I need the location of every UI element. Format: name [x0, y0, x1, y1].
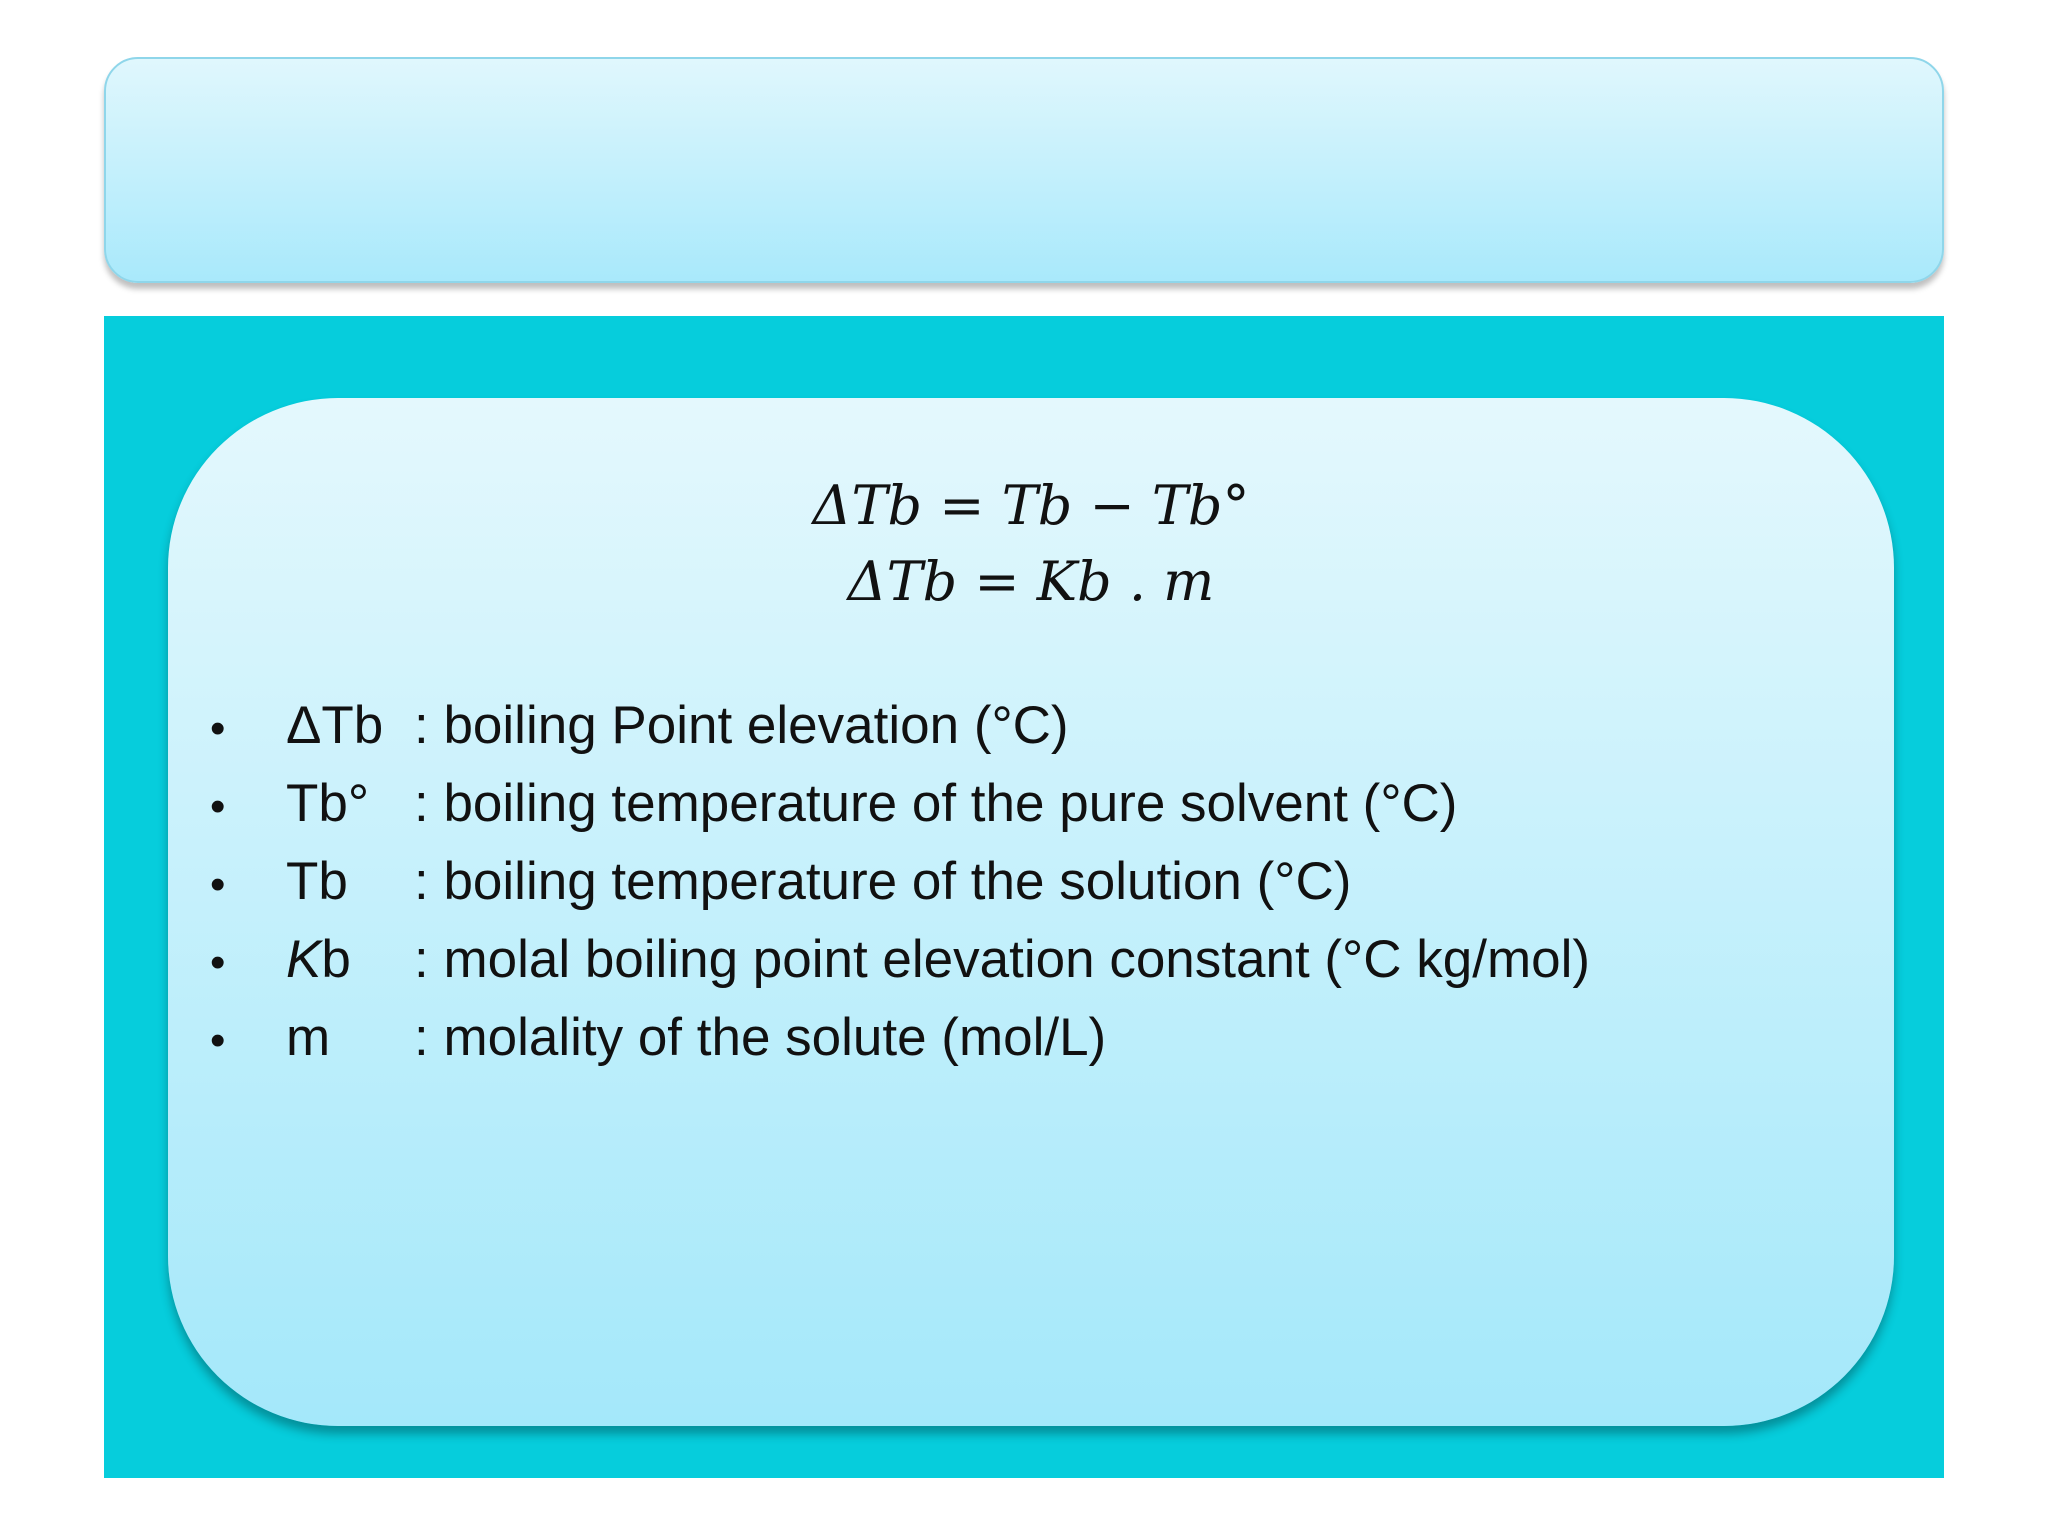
content-box — [168, 398, 1894, 1426]
term-description: : boiling temperature of the solution (°C) — [414, 852, 1352, 911]
term-label-rest: b — [321, 930, 351, 989]
term-label-italic: K — [286, 930, 322, 989]
term-label: ΔTb — [286, 696, 384, 755]
term-description: : boiling temperature of the pure solvent (°C) — [414, 774, 1458, 833]
list-item — [210, 688, 1590, 766]
bullet-icon: • — [210, 1016, 226, 1065]
equation-delta-tb-difference: ΔTb = Tb − Tb° — [812, 474, 1250, 537]
list-item — [210, 766, 1590, 844]
term-label: m — [286, 1008, 331, 1067]
term-label: Tb — [286, 852, 348, 911]
definitions-list — [210, 688, 1590, 1078]
bullet-icon: • — [210, 782, 226, 831]
list-item — [210, 922, 1590, 1000]
term-description: : molal boiling point elevation constant (°C kg/mol) — [414, 930, 1590, 989]
equations-block — [168, 468, 1894, 620]
term-label — [286, 922, 414, 997]
term-label: Tb° — [286, 774, 370, 833]
bullet-icon: • — [210, 704, 226, 753]
bullet-icon: • — [210, 860, 226, 909]
term-description: : molality of the solute (mol/L) — [414, 1008, 1107, 1067]
list-item — [210, 1000, 1590, 1078]
bullet-icon: • — [210, 938, 226, 987]
content-panel — [104, 316, 1944, 1478]
equation-delta-tb-kb-m: ΔTb = Kb . m — [847, 550, 1215, 613]
term-description: : boiling Point elevation (°C) — [414, 696, 1069, 755]
title-bar — [104, 57, 1944, 283]
list-item — [210, 844, 1590, 922]
